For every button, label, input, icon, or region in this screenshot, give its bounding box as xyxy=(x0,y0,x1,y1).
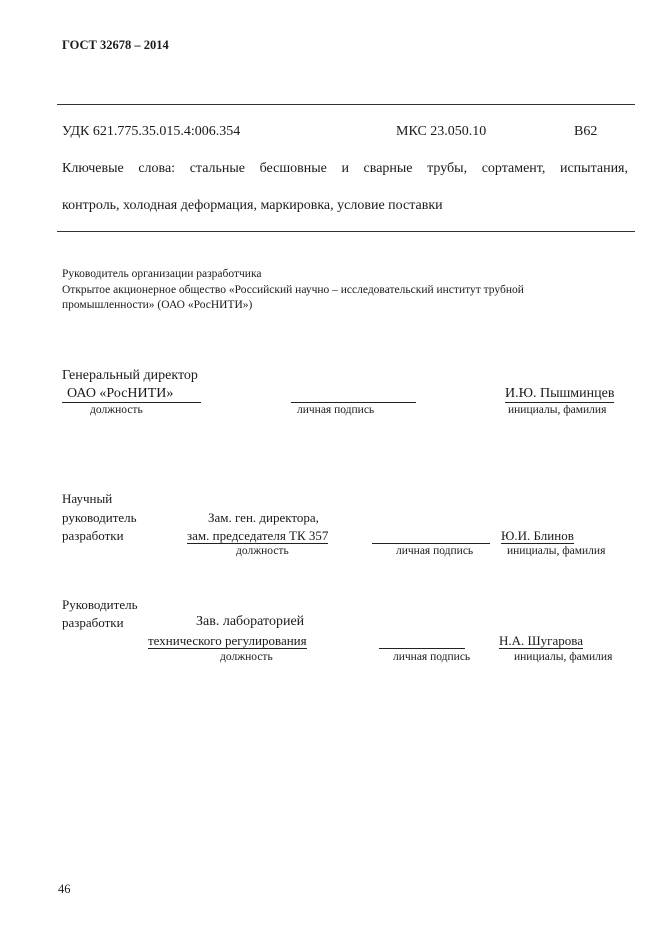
mks-code: МКС 23.050.10 xyxy=(396,124,487,139)
sig2-name xyxy=(501,528,574,544)
sig2-caption-position: должность xyxy=(236,545,289,557)
keywords-line-1: Ключевые слова: стальные бесшовные и сварные трубы, сортамент, испытания, xyxy=(62,161,628,176)
sig2-name-text: Ю.И. Блинов xyxy=(501,528,574,543)
sig3-signature-line xyxy=(379,648,465,649)
class-code: В62 xyxy=(574,124,598,139)
keywords-line-2: контроль, холодная деформация, маркировка, условие поставки xyxy=(62,198,443,213)
sig1-caption-name: инициалы, фамилия xyxy=(508,404,607,416)
sig3-caption-name: инициалы, фамилия xyxy=(514,651,613,663)
page-number: 46 xyxy=(58,882,71,896)
sig3-caption-signature: личная подпись xyxy=(393,651,471,663)
bottom-divider xyxy=(57,231,635,232)
sig3-caption-position: должность xyxy=(220,651,273,663)
sig1-caption-signature: личная подпись xyxy=(297,404,375,416)
developer-org-line-2: промышленности» (ОАО «РосНИТИ») xyxy=(62,299,253,311)
sig2-position-2 xyxy=(187,528,328,544)
sig2-position-2-text: зам. председателя ТК 357 xyxy=(187,528,329,543)
developer-heading: Руководитель организации разработчика xyxy=(62,268,262,280)
sig3-name-text: Н.А. Шугарова xyxy=(499,633,583,648)
sig2-signature-line xyxy=(372,543,490,544)
sig2-position-1: Зам. ген. директора, xyxy=(208,510,319,525)
sig2-role-3: разработки xyxy=(62,528,124,543)
sig3-position-1: Зав. лабораторией xyxy=(196,614,305,629)
sig3-position-2 xyxy=(148,633,307,649)
sig1-title: Генеральный директор xyxy=(62,368,198,383)
sig1-name xyxy=(505,386,614,403)
developer-org-line-1: Открытое акционерное общество «Российский научно – исследовательский институт трубной xyxy=(62,284,524,296)
sig2-caption-signature: личная подпись xyxy=(396,545,474,557)
sig2-role-2: руководитель xyxy=(62,510,137,525)
sig3-role-2: разработки xyxy=(62,615,124,630)
sig2-caption-name: инициалы, фамилия xyxy=(507,545,606,557)
sig2-role-1: Научный xyxy=(62,491,113,506)
sig1-position-text: ОАО «РосНИТИ» xyxy=(62,387,201,403)
sig1-signature-line xyxy=(291,402,416,403)
standard-header: ГОСТ 32678 – 2014 xyxy=(62,38,169,52)
sig3-position-2-text: технического регулирования xyxy=(148,633,307,648)
sig1-caption-position: должность xyxy=(90,404,143,416)
sig3-role-1: Руководитель xyxy=(62,597,138,612)
sig1-name-text: И.Ю. Пышминцев xyxy=(505,386,615,401)
sig1-position xyxy=(62,386,201,403)
udk-code: УДК 621.775.35.015.4:006.354 xyxy=(62,124,241,139)
top-divider xyxy=(57,104,635,105)
sig3-name xyxy=(499,633,583,649)
